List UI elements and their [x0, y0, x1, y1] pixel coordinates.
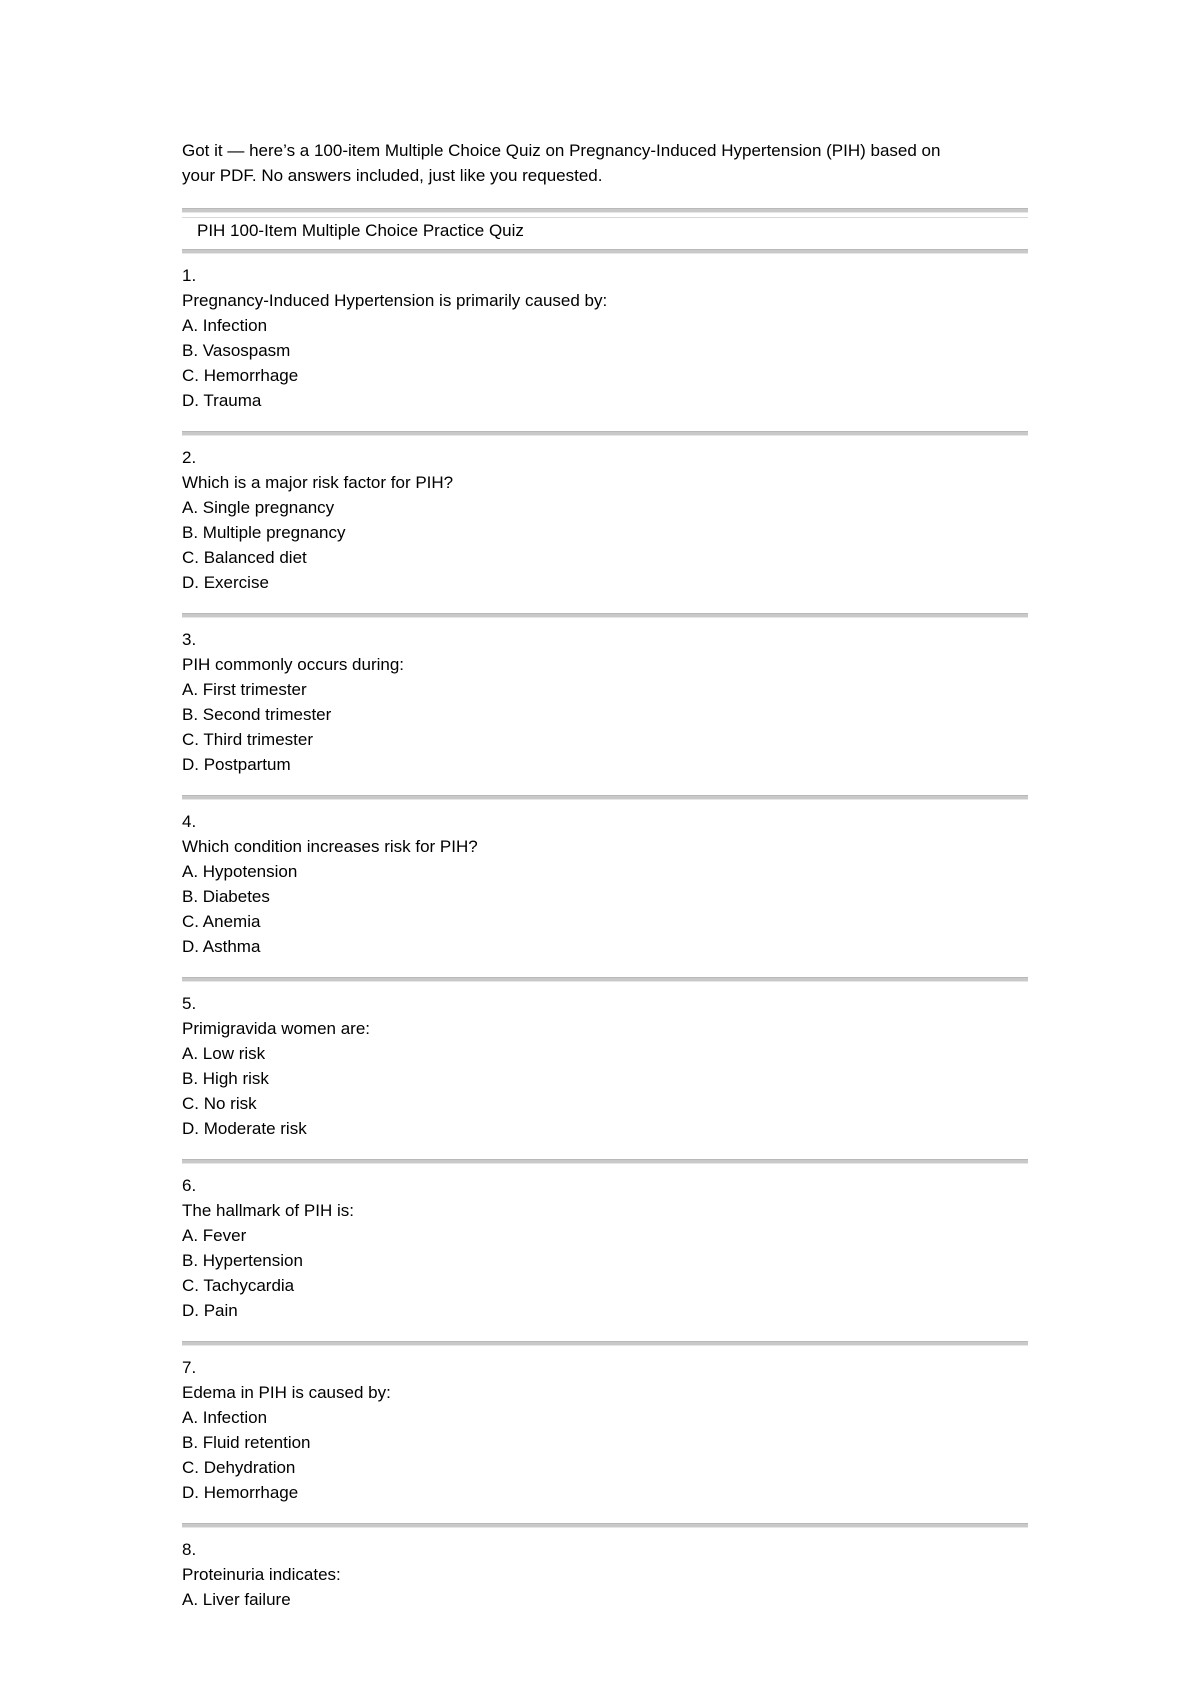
option-b: B. Diabetes: [182, 887, 270, 906]
question-5: [182, 991, 1028, 1141]
question-number: 5.: [182, 994, 197, 1013]
option-a: A. Fever: [182, 1226, 247, 1245]
option-a: A. Single pregnancy: [182, 498, 335, 517]
question-4: [182, 809, 1028, 959]
option-b: B. High risk: [182, 1069, 269, 1088]
option-a: A. Infection: [182, 1408, 268, 1427]
divider: [182, 249, 1028, 254]
question-text: Edema in PIH is caused by:: [182, 1383, 391, 1402]
option-b: B. Second trimester: [182, 705, 332, 724]
option-d: D. Asthma: [182, 937, 261, 956]
quiz-title: PIH 100-Item Multiple Choice Practice Quiz: [182, 217, 1028, 249]
option-d: D. Moderate risk: [182, 1119, 307, 1138]
intro-line-1: Got it — here’s a 100-item Multiple Choice Quiz on Pregnancy-Induced Hypertension (PIH) based on: [182, 141, 941, 160]
question-number: 8.: [182, 1540, 197, 1559]
question-6: [182, 1173, 1028, 1323]
question-text: Which condition increases risk for PIH?: [182, 837, 478, 856]
option-a: A. Hypotension: [182, 862, 298, 881]
intro-line-2: your PDF. No answers included, just like you requested.: [182, 166, 603, 185]
document-page: [182, 138, 1028, 1630]
question-text: PIH commonly occurs during:: [182, 655, 405, 674]
option-c: C. Anemia: [182, 912, 261, 931]
question-text: The hallmark of PIH is:: [182, 1201, 354, 1220]
option-d: D. Trauma: [182, 391, 262, 410]
option-c: C. Tachycardia: [182, 1276, 295, 1295]
question-number: 3.: [182, 630, 197, 649]
option-c: C. Hemorrhage: [182, 366, 299, 385]
option-b: B. Multiple pregnancy: [182, 523, 346, 542]
divider: [182, 977, 1028, 982]
option-b: B. Hypertension: [182, 1251, 303, 1270]
divider: [182, 795, 1028, 800]
option-a: A. Infection: [182, 316, 268, 335]
intro-paragraph: [182, 138, 1028, 188]
option-d: D. Hemorrhage: [182, 1483, 299, 1502]
question-7: [182, 1355, 1028, 1505]
divider: [182, 208, 1028, 213]
question-number: 7.: [182, 1358, 197, 1377]
option-c: C. No risk: [182, 1094, 257, 1113]
option-c: C. Balanced diet: [182, 548, 307, 567]
option-a: A. First trimester: [182, 680, 307, 699]
question-2: [182, 445, 1028, 595]
question-number: 1.: [182, 266, 197, 285]
question-text: Proteinuria indicates:: [182, 1565, 341, 1584]
question-8: [182, 1537, 1028, 1612]
divider: [182, 613, 1028, 618]
question-text: Pregnancy-Induced Hypertension is primarily caused by:: [182, 291, 608, 310]
question-text: Which is a major risk factor for PIH?: [182, 473, 454, 492]
option-d: D. Pain: [182, 1301, 238, 1320]
divider: [182, 1341, 1028, 1346]
option-c: C. Third trimester: [182, 730, 313, 749]
option-b: B. Vasospasm: [182, 341, 291, 360]
question-text: Primigravida women are:: [182, 1019, 371, 1038]
question-3: [182, 627, 1028, 777]
divider: [182, 1159, 1028, 1164]
divider: [182, 1523, 1028, 1528]
option-b: B. Fluid retention: [182, 1433, 311, 1452]
question-number: 4.: [182, 812, 197, 831]
option-a: A. Low risk: [182, 1044, 266, 1063]
option-d: D. Exercise: [182, 573, 269, 592]
option-a: A. Liver failure: [182, 1590, 291, 1609]
question-number: 2.: [182, 448, 197, 467]
question-1: [182, 263, 1028, 413]
divider: [182, 431, 1028, 436]
option-c: C. Dehydration: [182, 1458, 296, 1477]
question-number: 6.: [182, 1176, 197, 1195]
option-d: D. Postpartum: [182, 755, 291, 774]
